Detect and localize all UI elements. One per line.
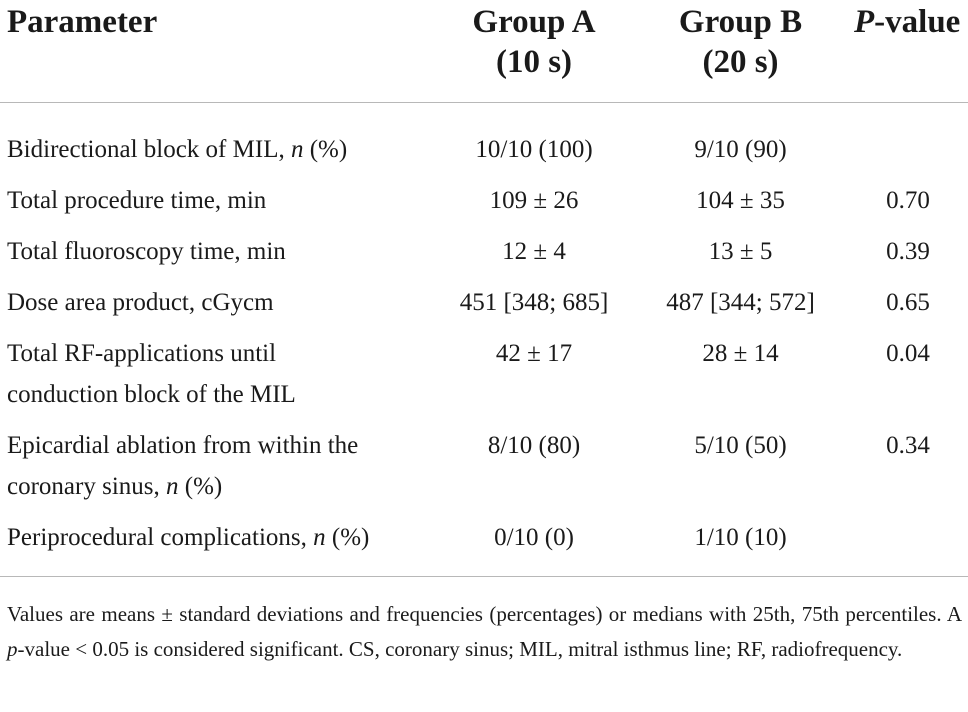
header-pvalue-rest: -value: [874, 4, 961, 40]
row-group-b: 487 [344; 572]: [666, 289, 815, 316]
row-parameter: Total fluoroscopy time, min: [7, 238, 286, 265]
row-parameter: [0, 415, 435, 507]
header-pvalue-italic: P: [854, 4, 875, 40]
header-group-b-line2: (20 s): [702, 44, 779, 80]
header-group-b: [633, 0, 848, 103]
table-row: [0, 507, 968, 577]
table-row: [0, 221, 968, 272]
footnote-italic-p: p: [7, 637, 18, 661]
row-pvalue: 0.34: [886, 432, 930, 459]
table-header: [0, 0, 968, 103]
row-group-b: 104 ± 35: [696, 187, 785, 214]
row-pvalue: 0.65: [886, 289, 930, 316]
param-suffix: (%): [325, 524, 370, 551]
param-line1: Total RF-applications until: [7, 340, 277, 367]
row-group-b: 9/10 (90): [694, 136, 787, 163]
row-group-a: 8/10 (80): [487, 432, 581, 459]
table-body: [0, 103, 968, 577]
header-row: [0, 0, 968, 103]
row-parameter: [0, 103, 435, 171]
row-group-a: 10/10 (100): [475, 136, 593, 163]
header-group-b-line1: Group B: [678, 4, 803, 40]
row-group-b: 28 ± 14: [702, 340, 779, 367]
param-line2: conduction block of the MIL: [7, 381, 296, 408]
param-italic: n: [313, 524, 326, 551]
param-line1: Epicardial ablation from within the: [7, 432, 359, 459]
table-row: [0, 170, 968, 221]
param-line2: [7, 466, 435, 507]
param-suffix: (%): [178, 473, 223, 500]
row-parameter: [0, 323, 435, 415]
header-parameter-label: Parameter: [7, 4, 158, 40]
row-pvalue: 0.04: [886, 340, 930, 367]
header-pvalue: [848, 0, 968, 103]
row-pvalue: 0.39: [886, 238, 930, 265]
row-group-b: 5/10 (50): [694, 432, 787, 459]
row-parameter: Total procedure time, min: [7, 187, 267, 214]
header-parameter: [0, 0, 435, 103]
footnote-text-rest: -value < 0.05 is considered significant. CS, coronary sinus; MIL, mitral isthmus line; RF, radiofrequency.: [17, 637, 903, 661]
footnote-text: Values are means ± standard deviations and frequencies (percentages) or medians with 25th, 75th percentiles. A: [7, 602, 962, 626]
row-group-b: 13 ± 5: [708, 238, 773, 265]
table-row: [0, 323, 968, 415]
row-group-a: 0/10 (0): [435, 507, 633, 577]
row-pvalue: 0.70: [886, 187, 930, 214]
table-row: [0, 103, 968, 171]
row-parameter: Dose area product, cGycm: [7, 289, 274, 316]
table-footnote: [7, 597, 962, 667]
table-row: [0, 415, 968, 507]
header-group-a-line1: Group A: [472, 4, 596, 40]
row-group-a: 42 ± 17: [495, 340, 573, 367]
row-group-a: 451 [348; 685]: [459, 289, 609, 316]
row-group-b: 1/10 (10): [633, 507, 848, 577]
row-parameter: [0, 507, 435, 577]
header-group-a: [435, 0, 633, 103]
row-pvalue: [848, 103, 968, 171]
header-group-a-line2: (10 s): [495, 44, 573, 80]
param-text: coronary sinus,: [7, 473, 166, 500]
row-group-a: 12 ± 4: [502, 238, 566, 265]
param-suffix: (%): [303, 136, 348, 163]
param-italic: n: [166, 473, 179, 500]
param-text: Periprocedural complications,: [7, 524, 314, 551]
param-text: Bidirectional block of MIL,: [7, 136, 291, 163]
row-group-a: 109 ± 26: [489, 187, 579, 214]
row-pvalue: [848, 507, 968, 577]
table-row: [0, 272, 968, 323]
param-italic: n: [290, 136, 304, 163]
